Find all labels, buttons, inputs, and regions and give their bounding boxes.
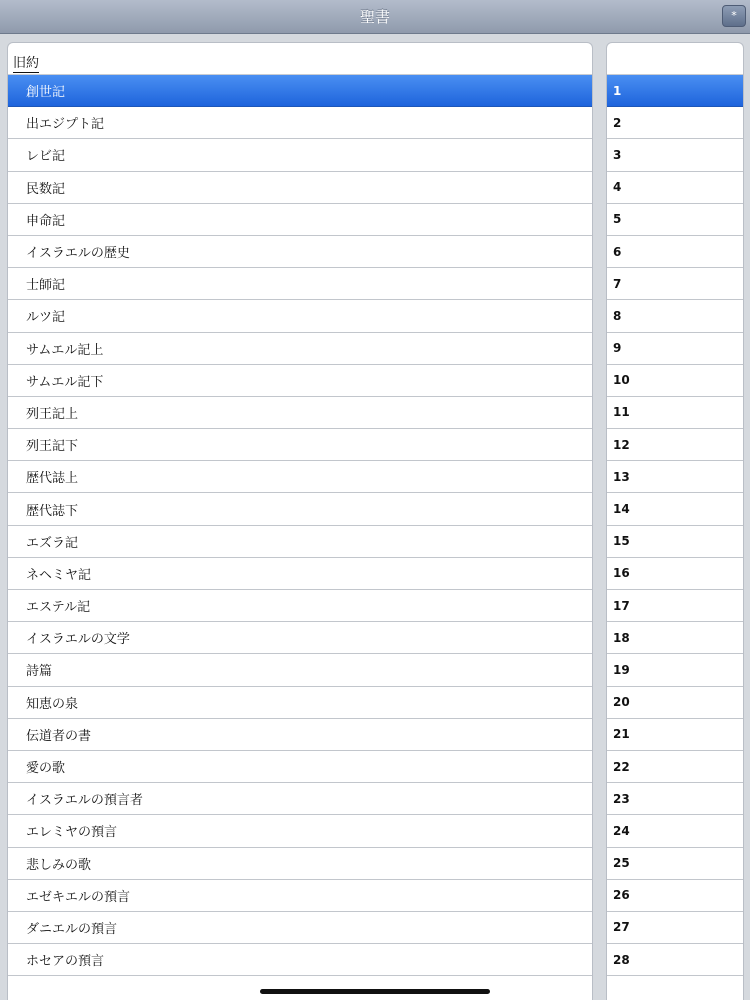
book-list-item[interactable]: 悲しみの歌 xyxy=(8,848,592,880)
number-list-item[interactable]: 18 xyxy=(607,622,743,654)
book-list-item[interactable]: 歴代誌上 xyxy=(8,461,592,493)
number-list-item[interactable]: 15 xyxy=(607,526,743,558)
book-list-item[interactable]: ネヘミヤ記 xyxy=(8,558,592,590)
number-list-item[interactable]: 4 xyxy=(607,172,743,204)
book-list-item[interactable]: エズラ記 xyxy=(8,526,592,558)
book-list-item[interactable]: 士師記 xyxy=(8,268,592,300)
book-list-item[interactable]: エステル記 xyxy=(8,590,592,622)
book-list-item[interactable]: ホセアの預言 xyxy=(8,944,592,976)
number-list-item[interactable]: 7 xyxy=(607,268,743,300)
number-list-item[interactable]: 20 xyxy=(607,687,743,719)
book-list-item[interactable]: 民数記 xyxy=(8,172,592,204)
number-list-item[interactable]: 8 xyxy=(607,300,743,332)
number-list-item[interactable]: 3 xyxy=(607,139,743,171)
book-list-item[interactable]: 詩篇 xyxy=(8,654,592,686)
number-list-item[interactable]: 5 xyxy=(607,204,743,236)
book-list-item[interactable]: 出エジプト記 xyxy=(8,107,592,139)
book-list-item[interactable]: 伝道者の書 xyxy=(8,719,592,751)
number-list-item[interactable]: 2 xyxy=(607,107,743,139)
number-list-item[interactable]: 13 xyxy=(607,461,743,493)
number-list-item[interactable]: 11 xyxy=(607,397,743,429)
number-list-item[interactable]: 24 xyxy=(607,815,743,847)
book-list-item[interactable]: サムエル記下 xyxy=(8,365,592,397)
book-list-item[interactable]: イスラエルの文学 xyxy=(8,622,592,654)
book-list-item[interactable]: 申命記 xyxy=(8,204,592,236)
book-list-item[interactable]: ルツ記 xyxy=(8,300,592,332)
book-list-item[interactable]: レビ記 xyxy=(8,139,592,171)
number-list-item[interactable]: 23 xyxy=(607,783,743,815)
book-list xyxy=(7,42,593,1000)
number-list-item[interactable]: 22 xyxy=(607,751,743,783)
book-list-item[interactable]: ダニエルの預言 xyxy=(8,912,592,944)
book-list-item[interactable]: 列王記上 xyxy=(8,397,592,429)
number-list-item[interactable]: 14 xyxy=(607,493,743,525)
book-list-item[interactable]: 愛の歌 xyxy=(8,751,592,783)
section-title: 旧約 xyxy=(13,56,40,71)
number-rows xyxy=(607,75,743,976)
number-list-item[interactable]: 16 xyxy=(607,558,743,590)
home-indicator xyxy=(260,989,490,994)
book-list-item[interactable]: 創世記 xyxy=(8,75,592,107)
section-header xyxy=(8,43,592,75)
book-list-item[interactable]: イスラエルの預言者 xyxy=(8,783,592,815)
number-list-item[interactable]: 25 xyxy=(607,848,743,880)
book-list-item[interactable]: イスラエルの歴史 xyxy=(8,236,592,268)
number-index xyxy=(606,42,744,1000)
book-list-item[interactable]: エゼキエルの預言 xyxy=(8,880,592,912)
navigation-bar xyxy=(0,0,750,34)
number-list-item[interactable]: 12 xyxy=(607,429,743,461)
number-index-header xyxy=(607,43,743,75)
book-list-item[interactable]: 知恵の泉 xyxy=(8,687,592,719)
number-list-item[interactable]: 26 xyxy=(607,880,743,912)
book-list-item[interactable]: サムエル記上 xyxy=(8,333,592,365)
book-list-item[interactable]: 列王記下 xyxy=(8,429,592,461)
book-list-item[interactable]: エレミヤの預言 xyxy=(8,815,592,847)
number-list-item[interactable]: 28 xyxy=(607,944,743,976)
number-list-item[interactable]: 10 xyxy=(607,365,743,397)
number-list-item[interactable]: 17 xyxy=(607,590,743,622)
number-list-item[interactable]: 6 xyxy=(607,236,743,268)
number-list-item[interactable]: 27 xyxy=(607,912,743,944)
page-title: 聖書 xyxy=(359,8,390,26)
number-list-item[interactable]: 1 xyxy=(607,75,743,107)
nav-action-button[interactable]: * xyxy=(722,5,746,27)
number-list-item[interactable]: 21 xyxy=(607,719,743,751)
number-list-item[interactable]: 19 xyxy=(607,654,743,686)
number-list-item[interactable]: 9 xyxy=(607,333,743,365)
book-list-item[interactable]: 歴代誌下 xyxy=(8,493,592,525)
book-rows xyxy=(8,75,592,976)
